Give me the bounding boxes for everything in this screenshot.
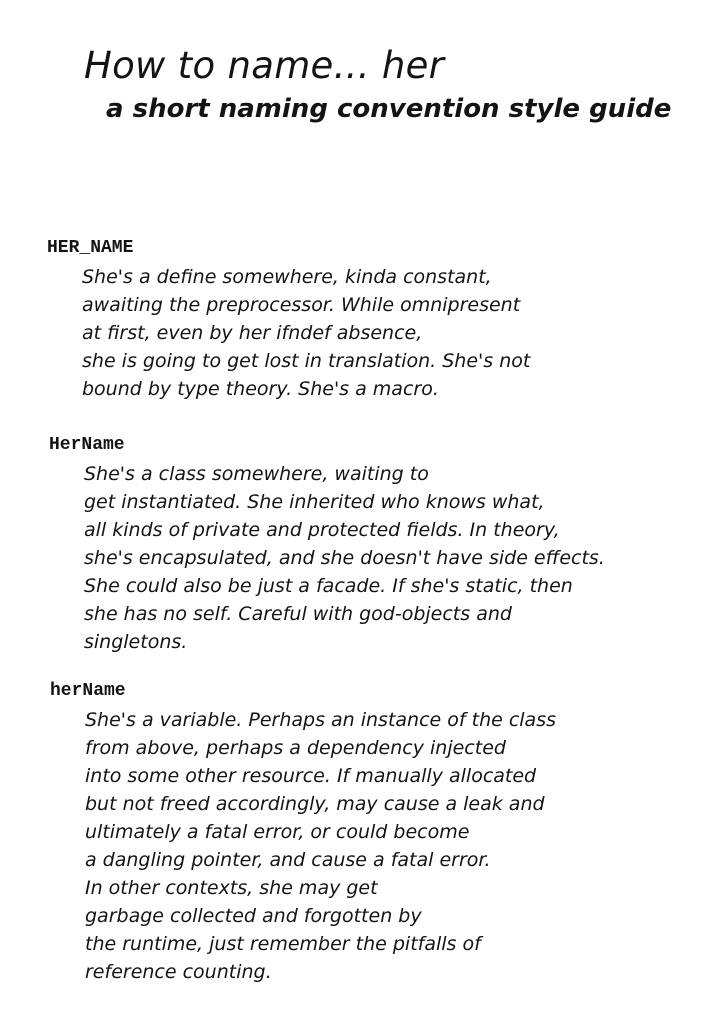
section-her-name-variable [0, 680, 724, 986]
section-heading: HerName [49, 435, 125, 455]
body-line: all kinds of private and protected fields. In theory, [84, 519, 560, 541]
body-line: She's a variable. Perhaps an instance of the class [85, 709, 557, 731]
body-line: She's a define somewhere, kinda constant, [82, 266, 492, 288]
body-line: a dangling pointer, and cause a fatal error. [85, 849, 491, 871]
body-line: the runtime, just remember the pitfalls of [85, 933, 481, 955]
body-line: She could also be just a facade. If she's static, then [84, 575, 573, 597]
body-line: get instantiated. She inherited who knows what, [84, 491, 545, 513]
body-line: singletons. [84, 631, 188, 653]
section-heading: herName [50, 681, 126, 701]
body-line: She's a class somewhere, waiting to [84, 463, 429, 485]
body-line: but not freed accordingly, may cause a leak and [85, 793, 545, 815]
body-line: garbage collected and forgotten by [85, 905, 422, 927]
page-subtitle: a short naming convention style guide [106, 94, 672, 124]
body-line: In other contexts, she may get [85, 877, 378, 899]
body-line: into some other resource. If manually allocated [85, 765, 537, 787]
page-title: How to name... her [84, 44, 445, 87]
body-line: she's encapsulated, and she doesn't have side effects. [84, 547, 605, 569]
section-body [82, 263, 724, 403]
body-line: ultimately a fatal error, or could become [85, 821, 470, 843]
body-line: reference counting. [85, 961, 272, 983]
body-line: from above, perhaps a dependency injected [85, 737, 506, 759]
section-body [84, 460, 724, 656]
section-her-name-macro [0, 237, 724, 403]
body-line: at first, even by her ifndef absence, [82, 322, 423, 344]
body-line: bound by type theory. She's a macro. [82, 378, 439, 400]
section-body [85, 706, 724, 986]
body-line: she is going to get lost in translation. She's not [82, 350, 531, 372]
section-heading: HER_NAME [47, 238, 134, 258]
section-her-name-class [0, 434, 724, 656]
body-line: awaiting the preprocessor. While omnipresent [82, 294, 521, 316]
body-line: she has no self. Careful with god-objects and [84, 603, 512, 625]
